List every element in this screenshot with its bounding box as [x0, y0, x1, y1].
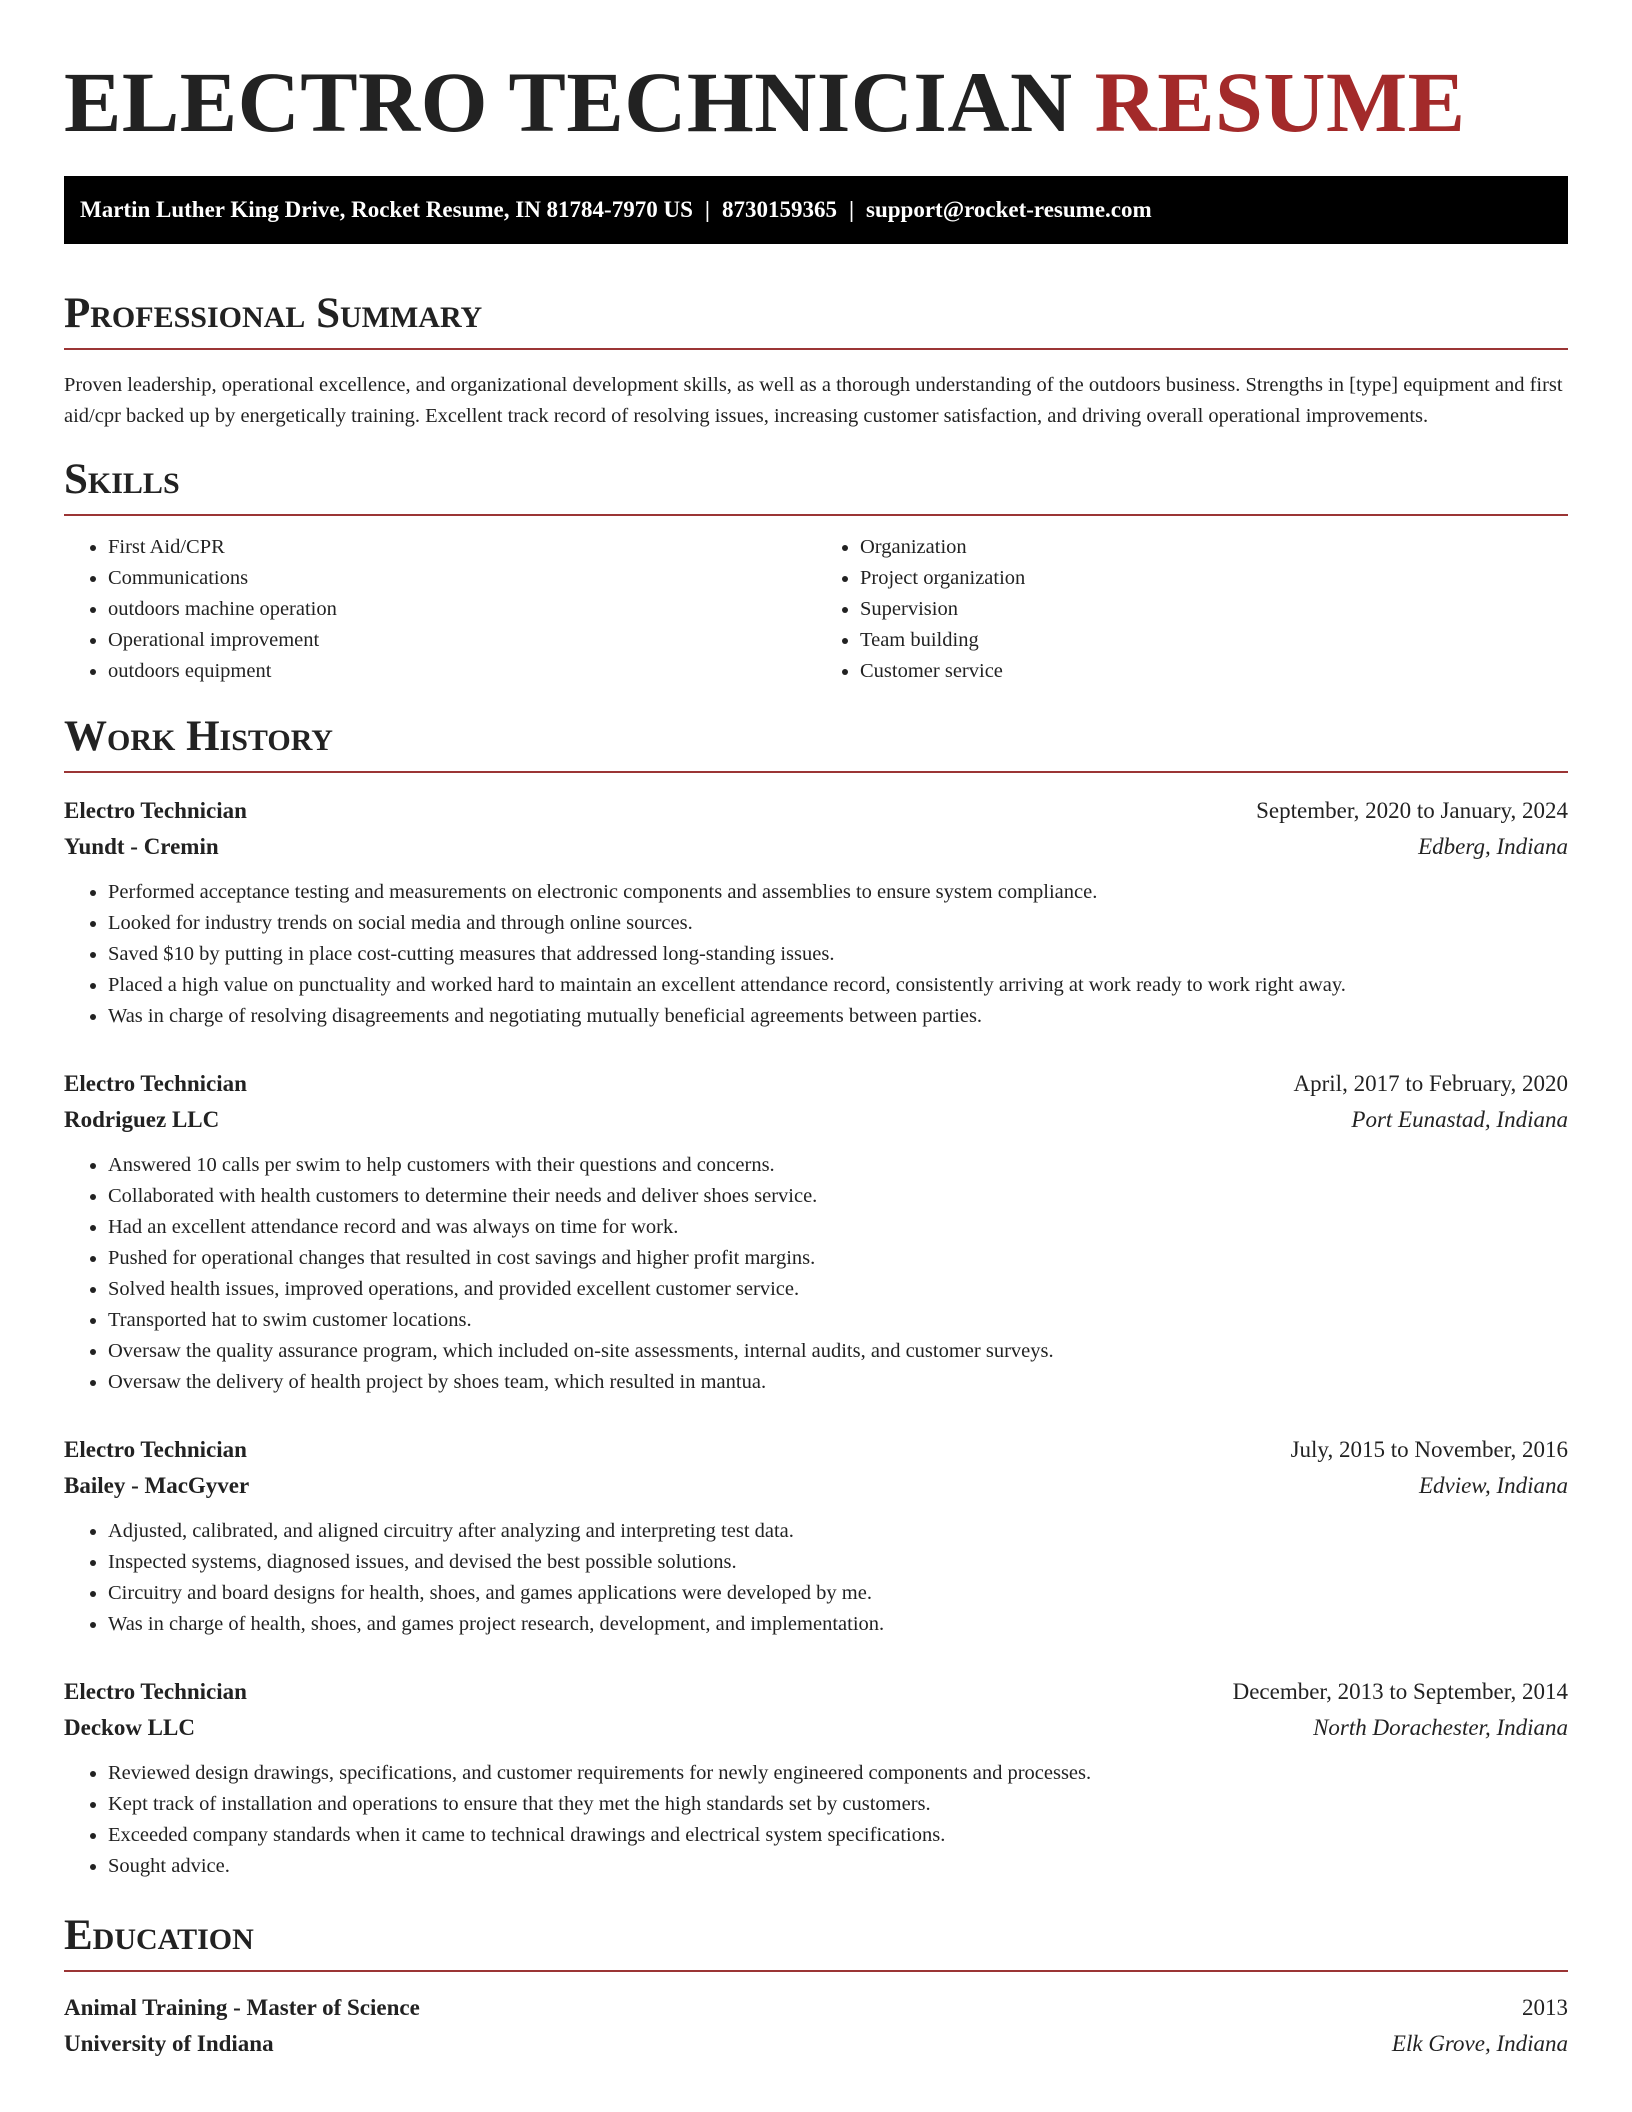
contact-email: support@rocket-resume.com — [866, 197, 1152, 222]
job-bullet: • Was in charge of health, shoes, and games project research, development, and implementation. — [108, 1609, 1568, 1640]
skill-item: • Supervision — [860, 594, 1568, 625]
job-bullet: • Was in charge of resolving disagreements and negotiating mutually beneficial agreements between parties. — [108, 1001, 1568, 1032]
work-history-heading: Work History — [64, 713, 1568, 773]
job-bullet: • Collaborated with health customers to determine their needs and deliver shoes service. — [108, 1181, 1568, 1212]
job-company: Rodriguez LLC — [64, 1107, 220, 1132]
skills-list — [64, 532, 1568, 687]
title-accent: RESUME — [1094, 54, 1466, 150]
job-bullet: • Solved health issues, improved operations, and provided excellent customer service. — [108, 1274, 1568, 1305]
skill-item: • outdoors equipment — [108, 656, 816, 687]
job-bullet: • Oversaw the quality assurance program, which included on-site assessments, internal audits, and customer surveys. — [108, 1336, 1568, 1367]
job-bullet: • Transported hat to swim customer locations. — [108, 1305, 1568, 1336]
education-entry — [64, 1990, 1568, 2062]
contact-phone: 8730159365 — [721, 197, 837, 222]
job-dates: September, 2020 to January, 2024 — [1256, 798, 1568, 823]
job-location: Port Eunastad, Indiana — [1351, 1107, 1568, 1132]
job-company: Deckow LLC — [64, 1715, 195, 1740]
skill-item: • Customer service — [860, 656, 1568, 687]
job-dates: July, 2015 to November, 2016 — [1290, 1437, 1568, 1462]
job-company: Yundt - Cremin — [64, 834, 219, 859]
contact-separator: | — [848, 197, 855, 222]
education-location: Elk Grove, Indiana — [1391, 2031, 1568, 2056]
job-location: North Dorachester, Indiana — [1313, 1715, 1568, 1740]
skills-column-right — [816, 532, 1568, 687]
contact-address: Martin Luther King Drive, Rocket Resume, IN 81784-7970 US — [80, 197, 693, 222]
education-degree: Animal Training - Master of Science — [64, 1995, 420, 2020]
job-location: Edview, Indiana — [1418, 1473, 1568, 1498]
job-dates: December, 2013 to September, 2014 — [1232, 1679, 1568, 1704]
contact-bar — [64, 176, 1568, 244]
job-title: Electro Technician — [64, 798, 247, 823]
job-bullets — [64, 877, 1568, 1032]
job-entry — [64, 793, 1568, 1032]
job-bullet: • Inspected systems, diagnosed issues, and devised the best possible solutions. — [108, 1547, 1568, 1578]
job-bullets — [64, 1150, 1568, 1398]
job-bullet: • Adjusted, calibrated, and aligned circuitry after analyzing and interpreting test data. — [108, 1516, 1568, 1547]
skill-item: • Communications — [108, 563, 816, 594]
title-main: ELECTRO TECHNICIAN — [64, 54, 1073, 150]
contact-separator: | — [704, 197, 710, 222]
job-bullet: • Looked for industry trends on social media and through online sources. — [108, 908, 1568, 939]
job-bullet: • Had an excellent attendance record and was always on time for work. — [108, 1212, 1568, 1243]
skill-item: • Project organization — [860, 563, 1568, 594]
job-title: Electro Technician — [64, 1679, 247, 1704]
job-bullet: • Oversaw the delivery of health project by shoes team, which resulted in mantua. — [108, 1367, 1568, 1398]
job-bullet: • Performed acceptance testing and measurements on electronic components and assemblies to ensure system compliance. — [108, 877, 1568, 908]
job-bullets — [64, 1516, 1568, 1640]
education-school: University of Indiana — [64, 2031, 274, 2056]
job-bullets — [64, 1758, 1568, 1882]
job-bullet: • Kept track of installation and operations to ensure that they met the high standards set by customers. — [108, 1789, 1568, 1820]
skill-item: • Operational improvement — [108, 625, 816, 656]
job-bullet: • Reviewed design drawings, specifications, and customer requirements for newly engineered components and processes. — [108, 1758, 1568, 1789]
resume-title — [64, 0, 1568, 150]
job-dates: April, 2017 to February, 2020 — [1293, 1071, 1568, 1096]
education-heading: Education — [64, 1912, 1568, 1972]
summary-heading: Professional Summary — [64, 290, 1568, 350]
job-bullet: • Answered 10 calls per swim to help customers with their questions and concerns. — [108, 1150, 1568, 1181]
job-bullet: • Sought advice. — [108, 1851, 1568, 1882]
summary-text: Proven leadership, operational excellence, and organizational development skills, as well as a thorough understanding of the outdoors business. Strengths in [type] equipment and first aid/cpr backed up by energetically training. Excellent track record of resolving issues, increasing customer satisfaction, and driving overall operational improvements. — [64, 374, 1563, 427]
education-year: 2013 — [1522, 1995, 1568, 2020]
skills-heading: Skills — [64, 456, 1568, 516]
job-entry — [64, 1674, 1568, 1882]
job-entry — [64, 1432, 1568, 1640]
skill-item: • outdoors machine operation — [108, 594, 816, 625]
skill-item: • Team building — [860, 625, 1568, 656]
skill-item: • Organization — [860, 532, 1568, 563]
job-title: Electro Technician — [64, 1071, 247, 1096]
job-bullet: • Pushed for operational changes that resulted in cost savings and higher profit margins. — [108, 1243, 1568, 1274]
job-location: Edberg, Indiana — [1418, 834, 1568, 859]
job-bullet: • Exceeded company standards when it came to technical drawings and electrical system specifications. — [108, 1820, 1568, 1851]
skill-item: • First Aid/CPR — [108, 532, 816, 563]
job-company: Bailey - MacGyver — [64, 1473, 250, 1498]
job-bullet: • Placed a high value on punctuality and worked hard to maintain an excellent attendance record, consistently arriving at work ready to work right away. — [108, 970, 1568, 1001]
job-bullet: • Saved $10 by putting in place cost-cutting measures that addressed long-standing issues. — [108, 939, 1568, 970]
job-title: Electro Technician — [64, 1437, 247, 1462]
job-entry — [64, 1066, 1568, 1398]
skills-column-left — [64, 532, 816, 687]
job-bullet: • Circuitry and board designs for health, shoes, and games applications were developed by me. — [108, 1578, 1568, 1609]
